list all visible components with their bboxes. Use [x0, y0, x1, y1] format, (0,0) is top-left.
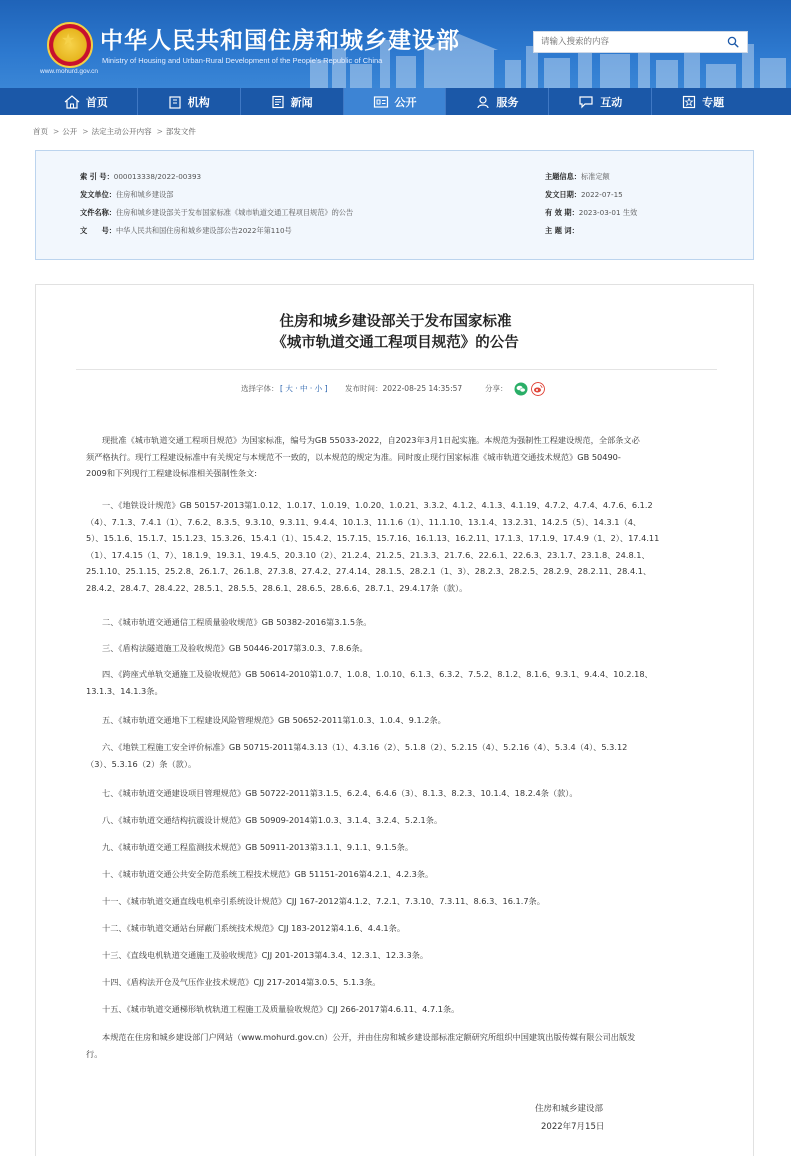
building-icon — [168, 95, 182, 109]
nav-label: 服务 — [496, 95, 519, 109]
separator: · — [309, 384, 313, 393]
meta-topic — [545, 172, 610, 182]
breadcrumb — [33, 127, 198, 137]
open-icon — [373, 95, 389, 109]
meta-label: 发文单位： — [80, 190, 116, 199]
article-title-line: 《城市轨道交通工程项目规范》的公告 — [272, 335, 519, 351]
meta-label: 主 题 词： — [545, 226, 579, 235]
font-size-medium[interactable]: 中 — [300, 384, 308, 393]
list-item — [86, 812, 718, 829]
nav-item-institutions[interactable] — [138, 88, 241, 115]
nav-label: 专题 — [702, 95, 725, 109]
font-size-links — [280, 382, 328, 396]
text-line: 28.4.2、28.4.7、28.4.22、28.5.1、28.5.5、28.6.1、28.6.5、28.6.6、28.7.1、29.4.17条（款）。 — [86, 582, 468, 593]
meta-keywords — [545, 226, 579, 236]
text-line: 四、《跨座式单轨交通施工及验收规范》GB 50614-2010第1.0.7、1.0.8、1.0.10、6.1.3、6.3.2、7.5.2、8.1.2、8.1.6、9.3.1、9.4.4、10.2.18、 — [102, 669, 653, 679]
publish-time: 发布时间：2022-08-25 14:35:57 — [345, 384, 463, 393]
text-line: 十、《城市轨道交通公共安全防范系统工程技术规范》GB 51151-2016第4.2.1、4.2.3条。 — [102, 869, 434, 879]
text-line: 13.1.3、14.1.3条。 — [86, 685, 163, 696]
article-title — [36, 312, 755, 354]
text-line: 三、《盾构法隧道施工及验收规范》GB 50446-2017第3.0.3、7.8.6条。 — [102, 643, 368, 653]
service-icon — [476, 95, 490, 109]
home-icon — [64, 95, 80, 109]
text-line: 25.1.10、25.1.15、25.2.8、26.1.7、26.1.8、27.3.8、27.4.2、27.4.14、28.1.5、28.2.1（1、3）、28.2.3、28.2.5、28.2.9、28.2.11、28.4.1、 — [86, 566, 652, 576]
meta-label: 索 引 号： — [80, 172, 114, 181]
text-line: 行。 — [86, 1048, 103, 1059]
meta-filename — [80, 208, 353, 218]
signature-date: 2022年7月15日 — [541, 1122, 605, 1132]
meta-value: 中华人民共和国住房和城乡建设部公告2022年第110号 — [115, 226, 292, 235]
bracket: ] — [324, 384, 328, 393]
topic-icon — [682, 95, 696, 109]
nav-label: 新闻 — [290, 95, 313, 109]
search-input[interactable] — [534, 32, 719, 52]
search-button[interactable] — [719, 32, 747, 52]
wechat-icon[interactable] — [514, 382, 528, 396]
meta-label: 文件名称： — [80, 208, 116, 217]
search-icon — [727, 36, 739, 48]
meta-value: 2023-03-01 生效 — [578, 208, 638, 217]
nav-item-news[interactable] — [241, 88, 344, 115]
list-item — [86, 866, 718, 883]
site-url: www.mohurd.gov.cn — [40, 68, 99, 75]
breadcrumb-separator: > — [156, 127, 163, 136]
article-info — [36, 382, 755, 396]
text-line: 2009和下列现行工程建设标准相关强制性条文: — [86, 468, 257, 478]
list-item — [86, 947, 718, 964]
meta-value: 住房和城乡建设部 — [115, 190, 174, 199]
meta-value: 2022-07-15 — [580, 190, 623, 199]
divider — [76, 369, 717, 370]
list-item — [86, 785, 718, 802]
meta-issuer — [80, 190, 173, 200]
font-size-label: 选择字体： — [241, 384, 279, 393]
nav-item-topic[interactable] — [652, 88, 754, 115]
signature-org: 住房和城乡建设部 — [535, 1104, 604, 1114]
text-line: 七、《城市轨道交通建设项目管理规范》GB 50722-2011第3.1.5、6.2.4、6.4.6（3）、8.1.3、8.2.3、10.1.4、18.2.4条（款）。 — [102, 788, 578, 798]
font-size-small[interactable]: 小 — [314, 384, 323, 393]
text-line: 十四、《盾构法开仓及气压作业技术规范》CJJ 217-2014第3.0.5、5.1.3条。 — [102, 977, 381, 987]
text-line: 九、《城市轨道交通工程监测技术规范》GB 50911-2013第3.1.1、9.1.1、9.1.5条。 — [102, 842, 414, 852]
search-box — [533, 31, 748, 53]
nav-label: 互动 — [600, 95, 623, 109]
weibo-icon[interactable] — [531, 382, 545, 396]
text-line: 一、《地铁设计规范》GB 50157-2013第1.0.12、1.0.17、1.0.19、1.0.20、1.0.21、3.3.2、4.1.2、4.1.3、4.1.19、4.7.2、4.7.4、4.7.6、6.1.2 — [102, 500, 653, 510]
article-title-line: 住房和城乡建设部关于发布国家标准 — [279, 314, 512, 330]
text-line: （1）、17.4.15（1、7）、18.1.9、19.3.1、19.4.5、20.3.10（2）、21.2.4、21.2.5、21.3.3、21.7.6、22.6.1、22.6.3、23.1.7、23.1.8、24.8.1、 — [86, 549, 650, 560]
bracket: [ — [280, 384, 283, 393]
text-line: 八、《城市轨道交通结构抗震设计规范》GB 50909-2014第1.0.3、3.1.4、3.2.4、5.2.1条。 — [102, 815, 443, 825]
meta-label: 主题信息： — [545, 172, 581, 181]
nav-item-service[interactable] — [446, 88, 549, 115]
main-nav — [0, 88, 791, 115]
meta-value: 000013338/2022-00393 — [113, 172, 202, 181]
text-line: 六、《地铁工程施工安全评价标准》GB 50715-2011第4.3.13（1）、4.3.16（2）、5.1.8（2）、5.2.15（4）、5.2.16（4）、5.3.4（4）、5.3.12 — [102, 742, 628, 752]
nav-item-interact[interactable] — [549, 88, 652, 115]
text-line: 须严格执行。现行工程建设标准中有关规定与本规范不一致的，以本规范的规定为准。同时废止现行国家标准《城市轨道交通技术规范》GB 50490- — [86, 451, 621, 462]
article — [35, 284, 754, 1156]
list-item — [86, 497, 718, 596]
meta-label: 有 效 期： — [545, 208, 579, 217]
text-line: 十五、《城市轨道交通梯形轨枕轨道工程施工及质量验收规范》CJJ 266-2017第4.6.11、4.7.1条。 — [102, 1004, 460, 1014]
nav-item-home[interactable] — [35, 88, 138, 115]
nav-label: 公开 — [394, 95, 417, 109]
meta-value: 标准定额 — [580, 172, 610, 181]
national-emblem-icon[interactable]: ★ — [47, 22, 93, 68]
breadcrumb-home[interactable]: 首页 — [33, 127, 48, 136]
share-label: 分享： — [485, 384, 508, 393]
list-item — [86, 614, 718, 631]
meta-value: 住房和城乡建设部关于发布国家标准《城市轨道交通工程项目规范》的公告 — [115, 208, 354, 217]
chat-icon — [578, 95, 594, 109]
news-icon — [271, 95, 285, 109]
text-line: 十二、《城市轨道交通站台屏蔽门系统技术规范》CJJ 183-2012第4.1.6、4.4.1条。 — [102, 923, 406, 933]
document-meta — [35, 150, 754, 260]
list-item — [86, 974, 718, 991]
text-line: 5）、15.1.6、15.1.7、15.1.23、15.3.26、15.4.1（1）、15.4.2、15.7.15、15.7.16、16.1.13、16.2.11、17.1.3、17.1.9、17.4.9（1、2）、17.4.11 — [86, 533, 660, 543]
text-line: 二、《城市轨道交通通信工程质量验收规范》GB 50382-2016第3.1.5条。 — [102, 617, 372, 627]
breadcrumb-open[interactable]: 公开 — [62, 127, 78, 136]
list-item — [86, 712, 718, 729]
intro-paragraph — [86, 432, 718, 482]
list-item — [86, 739, 718, 772]
meta-date — [545, 190, 623, 200]
list-item — [86, 640, 718, 657]
meta-label: 发文日期： — [545, 190, 581, 199]
list-item — [86, 666, 718, 699]
breadcrumb-separator: > — [53, 127, 60, 136]
text-line: 五、《城市轨道交通地下工程建设风险管理规范》GB 50652-2011第1.0.3、1.0.4、9.1.2条。 — [102, 715, 446, 725]
site-header — [0, 0, 791, 88]
closing-paragraph — [86, 1029, 718, 1062]
breadcrumb-documents[interactable]: 部发文件 — [165, 127, 196, 136]
meta-label: 文 号： — [80, 226, 116, 235]
meta-index — [80, 172, 201, 182]
text-line: 十一、《城市轨道交通直线电机牵引系统设计规范》CJJ 167-2012第4.1.2、7.2.1、7.3.10、7.3.11、8.6.3、16.1.7条。 — [102, 896, 545, 906]
separator: · — [295, 384, 298, 393]
nav-label: 首页 — [85, 95, 108, 109]
breadcrumb-statutory[interactable]: 法定主动公开内容 — [91, 127, 152, 136]
meta-validity — [545, 208, 637, 218]
list-item — [86, 893, 718, 910]
site-subtitle: Ministry of Housing and Urban-Rural Development of the People's Republic of China — [102, 56, 383, 65]
text-line: 现批准《城市轨道交通工程项目规范》为国家标准，编号为GB 55033-2022，自2023年3月1日起实施。本规范为强制性工程建设规范，全部条文必 — [102, 435, 640, 445]
list-item — [86, 839, 718, 856]
text-line: 十三、《直线电机轨道交通施工及验收规范》CJJ 201-2013第4.3.4、12.3.1、12.3.3条。 — [102, 950, 429, 960]
text-line: （3）、5.3.16（2）条（款）。 — [86, 758, 197, 769]
site-title[interactable]: 中华人民共和国住房和城乡建设部 — [100, 28, 460, 54]
list-item — [86, 1001, 718, 1018]
nav-item-open[interactable] — [344, 88, 447, 115]
text-line: （4）、7.1.3、7.4.1（1）、7.6.2、8.3.5、9.3.10、9.3.11、9.4.4、10.1.3、11.1.6（1）、11.1.10、13.1.4、13.2.31、14.2.5（5）、14.3.1（4、 — [86, 516, 642, 527]
breadcrumb-separator: > — [82, 127, 89, 136]
text-line: 本规范在住房和城乡建设部门户网站（www.mohurd.gov.cn）公开，并由住房和城乡建设部标准定额研究所组织中国建筑出版传媒有限公司出版发 — [102, 1032, 636, 1042]
meta-docno — [80, 226, 292, 236]
font-size-large[interactable]: 大 — [285, 384, 293, 393]
list-item — [86, 920, 718, 937]
nav-label: 机构 — [187, 95, 210, 109]
